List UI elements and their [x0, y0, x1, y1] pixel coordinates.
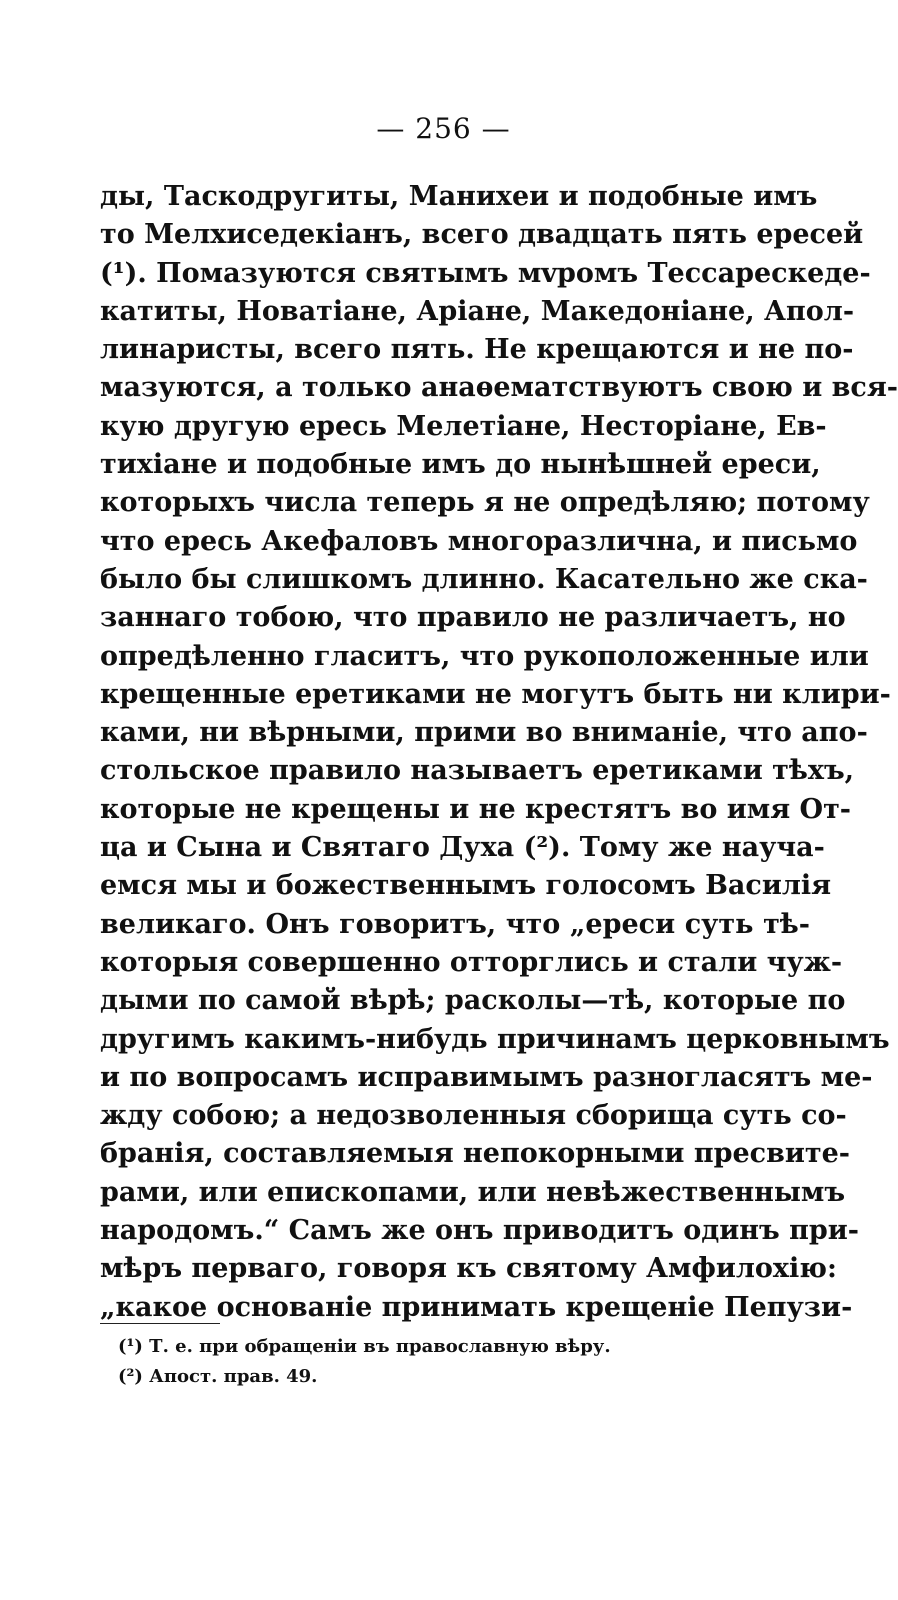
text-line: было бы слишкомъ длинно. Касательно же ска- — [100, 563, 868, 595]
text-line: жду собою; а недозволенныя сборища суть со- — [100, 1100, 847, 1132]
footnote-separator — [100, 1323, 220, 1324]
text-line: другимъ какимъ-нибудь причинамъ церковнымъ — [100, 1023, 890, 1055]
text-line: опредѣленно гласитъ, что рукоположенные или — [100, 640, 869, 672]
text-line: ками, ни вѣрными, прими во вниманіе, что апо- — [100, 717, 868, 749]
text-line: дыми по самой вѣрѣ; расколы—тѣ, которые по — [100, 985, 846, 1017]
text-line: что ересь Акефаловъ многоразлична, и письмо — [100, 525, 858, 557]
text-line: которые не крещены и не крестятъ во имя От- — [100, 793, 852, 825]
footnote-1: (¹) Т. е. при обращеніи въ православную вѣру. — [118, 1336, 611, 1357]
text-line: линаристы, всего пять. Не крещаются и не по- — [100, 334, 854, 366]
text-line: то Мелхиседекіанъ, всего двадцать пять ересей — [100, 219, 864, 251]
text-line: ды, Таскодругиты, Манихеи и подобные имъ — [100, 181, 818, 212]
text-line: великаго. Онъ говоритъ, что „ереси суть тѣ- — [100, 908, 810, 940]
text-line: крещенные еретиками не могутъ быть ни клири- — [100, 678, 891, 710]
text-line: ца и Сына и Святаго Духа (²). Тому же науча- — [100, 832, 825, 864]
text-line: тихіане и подобные имъ до нынѣшней ереси, — [100, 449, 821, 481]
text-line: мѣръ перваго, говоря къ святому Амфилохію: — [100, 1253, 837, 1285]
text-line: кую другую ересь Мелетіане, Несторіане, Ев- — [100, 410, 827, 442]
text-line: „какое основаніе принимать крещеніе Пепузи- — [100, 1291, 853, 1323]
main-text — [100, 178, 898, 1327]
text-line: заннаго тобою, что правило не различаетъ, но — [100, 602, 846, 634]
text-line: которыя совершенно отторглись и стали чуж- — [100, 946, 843, 978]
text-line: мазуются, а только анаѳематствуютъ свою и вся- — [100, 372, 898, 404]
text-line: и по вопросамъ исправимымъ разногласятъ ме- — [100, 1061, 873, 1093]
text-line: емся мы и божественнымъ голосомъ Василія — [100, 870, 832, 902]
footnotes — [118, 1332, 808, 1392]
page-number: — 256 — — [376, 112, 511, 145]
text-line: народомъ.“ Самъ же онъ приводитъ одинъ при- — [100, 1215, 859, 1247]
text-line: которыхъ числа теперь я не опредѣляю; потому — [100, 487, 870, 519]
text-line: (¹). Помазуются святымъ мvромъ Тессарескеде- — [100, 257, 871, 289]
text-line: катиты, Новатіане, Аріане, Македоніане, Апол- — [100, 295, 855, 327]
text-line: стольское правило называетъ еретиками тѣхъ, — [100, 755, 855, 787]
footnote-2: (²) Апост. прав. 49. — [118, 1366, 318, 1387]
text-line: рами, или епископами, или невѣжественнымъ — [100, 1176, 846, 1208]
text-line: бранія, составляемыя непокорными пресвите- — [100, 1138, 851, 1170]
